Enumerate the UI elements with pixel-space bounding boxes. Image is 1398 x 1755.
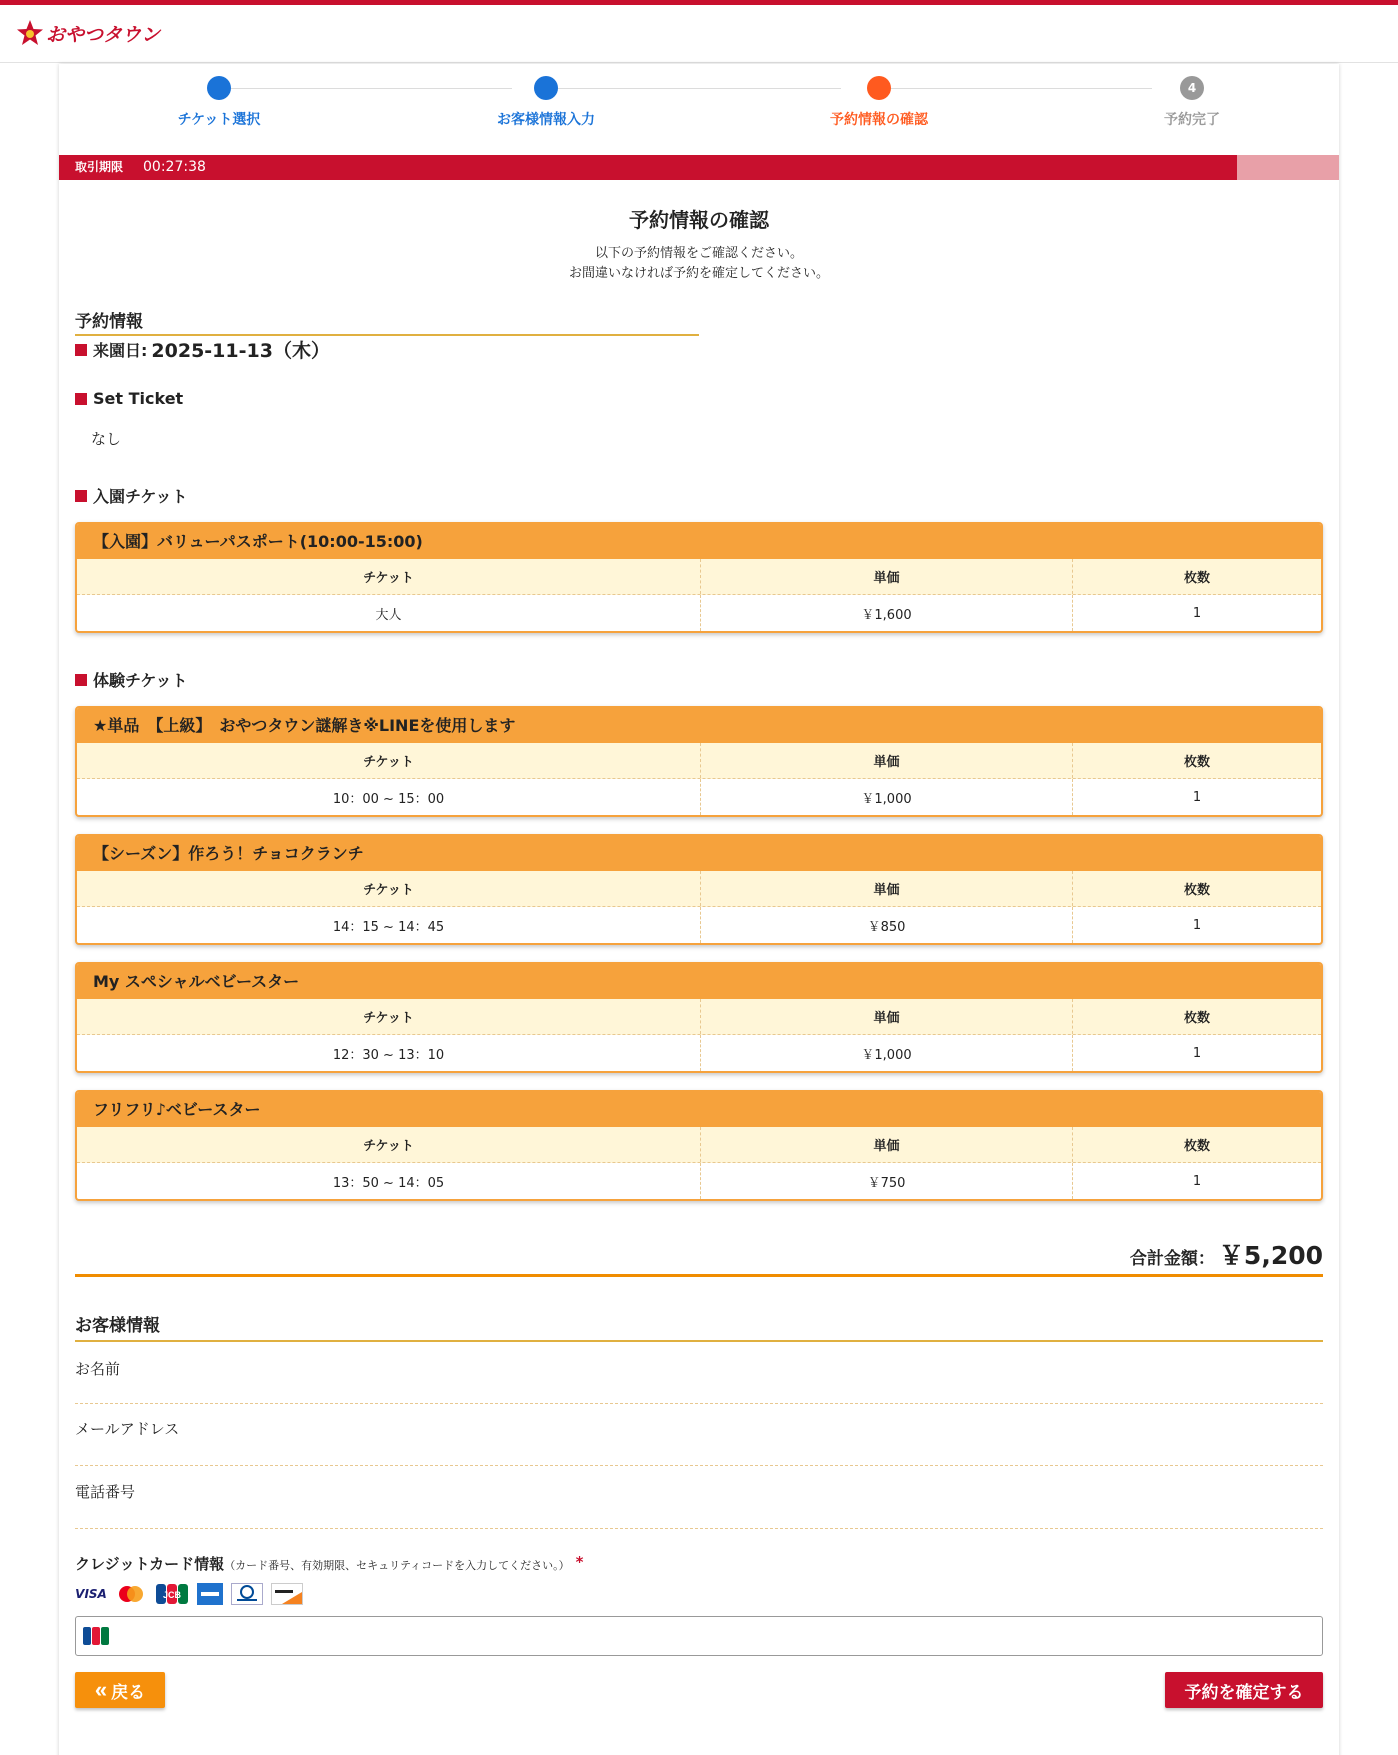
header-qty: 枚数 <box>1183 1011 1210 1026</box>
header-price: 単価 <box>701 1127 1073 1162</box>
back-button-label: 戻る <box>111 1682 146 1702</box>
admission-heading <box>75 484 188 507</box>
ticket-table <box>75 962 1323 1073</box>
table-row <box>77 1163 1321 1199</box>
step-2-label: お客様情報入力 <box>497 112 595 128</box>
step-connector <box>548 88 841 89</box>
header-qty: 枚数 <box>1183 755 1210 770</box>
set-ticket-row <box>75 389 183 408</box>
set-ticket-value: なし <box>91 430 122 448</box>
total-amount <box>75 1236 1323 1272</box>
header-price: 単価 <box>701 559 1073 594</box>
ticket-table-title: フリフリ♪ベビースター <box>77 1092 1321 1127</box>
discover-icon <box>271 1583 303 1605</box>
cell-ticket: 13：50 ~ 14：05 <box>77 1163 701 1199</box>
page-title: 予約情報の確認 <box>629 208 769 232</box>
phone-label: 電話番号 <box>75 1483 136 1501</box>
header-ticket: チケット <box>77 999 701 1034</box>
visa-icon: VISA <box>75 1587 107 1601</box>
cell-qty: 1 <box>1192 1173 1202 1189</box>
step-1-dot <box>207 76 231 100</box>
total-value: ￥5,200 <box>1218 1241 1323 1270</box>
email-field <box>75 1414 1323 1466</box>
page-subtitle-line1: 以下の予約情報をご確認ください。 <box>594 246 803 261</box>
cell-price: ￥1,600 <box>701 595 1073 631</box>
table-header-row <box>77 559 1321 595</box>
timer-label: 取引期限 <box>75 160 124 174</box>
ticket-table-title: 【入園】バリューパスポート(10:00-15:00) <box>77 524 1321 559</box>
name-label: お名前 <box>75 1360 121 1378</box>
logo-text: おやつタウン <box>46 23 161 46</box>
header-price: 単価 <box>701 871 1073 906</box>
visit-date-label: 来園日: <box>93 341 148 360</box>
credit-card-note: （カード番号、有効期限、セキュリティコードを入力してください。） <box>224 1559 570 1572</box>
back-button[interactable] <box>75 1672 165 1708</box>
table-header-row <box>77 1127 1321 1163</box>
reservation-card <box>59 64 1339 1755</box>
step-connector <box>219 88 512 89</box>
diners-club-icon <box>231 1583 263 1605</box>
timer-progress-fill <box>59 155 1237 180</box>
header-price: 単価 <box>701 999 1073 1034</box>
header-ticket: チケット <box>77 559 701 594</box>
step-4-label: 予約完了 <box>1164 112 1220 128</box>
header-ticket: チケット <box>77 871 701 906</box>
phone-field <box>75 1477 1323 1529</box>
visit-date-row <box>75 336 330 363</box>
cell-qty: 1 <box>1192 789 1202 805</box>
progress-stepper <box>59 64 1339 154</box>
total-divider <box>75 1274 1323 1277</box>
step-4-dot: 4 <box>1180 76 1204 100</box>
header-qty: 枚数 <box>1183 883 1210 898</box>
svg-text:JCB: JCB <box>162 1590 182 1600</box>
transaction-timer <box>59 155 1339 180</box>
jcb-icon <box>155 1583 189 1605</box>
table-row <box>77 1035 1321 1071</box>
reservation-heading: 予約情報 <box>75 307 699 336</box>
experience-heading <box>75 668 188 691</box>
header-qty: 枚数 <box>1183 1139 1210 1154</box>
mastercard-icon <box>115 1583 147 1605</box>
ticket-table-title: ★単品 【上級】 おやつタウン謎解き※LINEを使用します <box>77 708 1321 743</box>
site-logo[interactable] <box>16 19 160 47</box>
table-row <box>77 595 1321 631</box>
page-subtitle-line2: お間違いなければ予約を確定してください。 <box>568 266 829 281</box>
cell-ticket: 14：15 ~ 14：45 <box>77 907 701 943</box>
confirm-reservation-button[interactable]: 予約を確定する <box>1165 1672 1323 1708</box>
ticket-table-title: My スペシャルベビースター <box>77 964 1321 999</box>
ticket-table <box>75 706 1323 817</box>
visit-date-value: 2025-11-13（木） <box>151 340 330 362</box>
total-label: 合計金額： <box>1129 1249 1215 1269</box>
table-header-row <box>77 999 1321 1035</box>
credit-card-label: クレジットカード情報 <box>75 1555 225 1573</box>
admission-label: 入園チケット <box>93 487 188 506</box>
cell-price: ￥1,000 <box>701 779 1073 815</box>
ticket-table <box>75 1090 1323 1201</box>
jcb-icon <box>82 1626 110 1646</box>
cell-ticket: 12：30 ~ 13：10 <box>77 1035 701 1071</box>
step-connector <box>877 88 1152 89</box>
bullet-square-icon <box>75 674 87 686</box>
header-price: 単価 <box>701 743 1073 778</box>
step-1-label: チケット選択 <box>177 112 261 128</box>
step-3-label: 予約情報の確認 <box>830 112 928 128</box>
cell-price: ￥1,000 <box>701 1035 1073 1071</box>
table-header-row <box>77 743 1321 779</box>
table-row <box>77 907 1321 943</box>
star-logo-icon <box>16 19 44 47</box>
header-ticket: チケット <box>77 1127 701 1162</box>
ticket-table <box>75 522 1323 633</box>
ticket-table <box>75 834 1323 945</box>
cell-price: ￥750 <box>701 1163 1073 1199</box>
required-mark: * <box>575 1553 584 1571</box>
cell-ticket: 大人 <box>77 595 701 631</box>
timer-value: 00:27:38 <box>143 159 206 175</box>
card-number-input[interactable] <box>75 1616 1323 1656</box>
credit-card-heading <box>75 1553 583 1574</box>
bullet-square-icon <box>75 344 87 356</box>
double-chevron-left-icon: « <box>94 1677 108 1702</box>
site-header <box>0 5 1398 63</box>
card-brands <box>75 1583 311 1605</box>
bullet-square-icon <box>75 490 87 502</box>
header-ticket: チケット <box>77 743 701 778</box>
cell-price: ￥850 <box>701 907 1073 943</box>
table-row <box>77 779 1321 815</box>
amex-icon <box>197 1583 223 1605</box>
step-2-dot <box>534 76 558 100</box>
email-label: メールアドレス <box>75 1420 180 1438</box>
set-ticket-label: Set Ticket <box>93 389 184 408</box>
step-3-dot <box>867 76 891 100</box>
cell-qty: 1 <box>1192 1045 1202 1061</box>
experience-label: 体験チケット <box>93 671 188 690</box>
cell-ticket: 10：00 ~ 15：00 <box>77 779 701 815</box>
ticket-table-title: 【シーズン】作ろう！チョコクランチ <box>77 836 1321 871</box>
bullet-square-icon <box>75 393 87 405</box>
table-header-row <box>77 871 1321 907</box>
header-qty: 枚数 <box>1183 571 1210 586</box>
cell-qty: 1 <box>1192 605 1202 621</box>
customer-heading: お客様情報 <box>75 1311 1323 1342</box>
name-field <box>75 1354 1323 1404</box>
cell-qty: 1 <box>1192 917 1202 933</box>
